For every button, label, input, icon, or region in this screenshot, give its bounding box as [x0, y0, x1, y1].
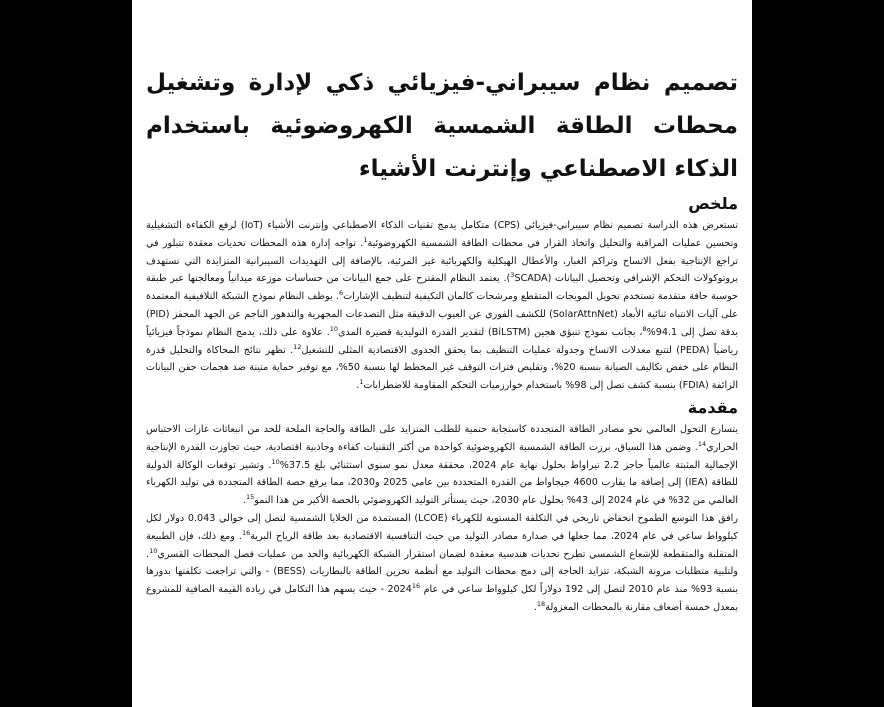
citation-ref: 1	[359, 377, 364, 386]
introduction-paragraph-1	[146, 421, 738, 510]
citation-ref: 16	[241, 528, 251, 537]
intro-text: - حيث يسهم هذا التكامل في زيادة القيمة الصافية للمشروع بمعدل خمسة أضعاف مقارنة بالمحطات المعزولة	[146, 584, 738, 613]
abstract-text: . تواجه إدارة هذه المحطات تحديات معقدة تتبلور في تراجع الإنتاجية بفعل الاتساخ وتراكم الغبار، والأعطال الهيكلية والكهربائية غير المرئية، بالإضافة إلى التهديدات السيبرانية المتزايدة التي تستهدف بروتوكولات التحكم الإشرافي وتحصيل البيانات (	[146, 237, 738, 285]
citation-ref: 18	[536, 599, 546, 608]
abstract-text: . يوظف النظام نموذج الشبكة التلافيفية المعتمدة على آليات الانتباه ثنائية الأبعاد (SolarAttnNet) للكشف الفوري عن العيوب الدقيقة مثل التصدعات المجهرية والتدهور الناجم عن الجهد المحفز (PID) بدقة تصل إلى 94.1%	[146, 291, 738, 338]
citation-ref: 15	[245, 492, 255, 501]
citation-ref: 3	[510, 271, 515, 280]
abstract-text: . علاوة على ذلك، يدمج النظام نموذجاً فيزيائياً رياضياً (PEDA) لتتبع معدلات الاتساخ وجدولة عمليات التنظيف بما يحقق الجدوى الاقتصادية المثلى للتشغيل	[146, 326, 738, 356]
citation-ref: 8	[642, 324, 647, 333]
citation-ref: 10	[271, 457, 280, 466]
introduction-paragraph-2	[146, 510, 738, 617]
intro-text: . وضمن هذا السياق، برزت الطاقة الشمسية الكهروضوئية كواحدة من أكثر التقنيات كفاءة وجاذبية اقتصادية، حيث تجاوزت القدرة الإنتاجية الإجمالية المثبتة عالمياً حاجز 2.2 تيراواط بحلول نهاية عام 2024، محققة معدل نمو سنوي استثنائي بلغ 37.5%	[146, 441, 738, 471]
intro-text: يتسارع التحول العالمي نحو مصادر الطاقة المتجددة كاستجابة حتمية للطلب المتزايد على الطاقة والحاجة الملحة للحد من انبعاثات غازات الاحتباس الحراري	[146, 423, 738, 453]
intro-text: .	[533, 601, 537, 613]
abstract-text: .	[356, 380, 360, 392]
abstract-text: تستعرض هذه الدراسة تصميم نظام سيبراني-فيزيائي (CPS) متكامل يدمج تقنيات الذكاء الاصطناعي وإنترنت الأشياء (IoT) لرفع الكفاءة التشغيلية وتحسين عمليات المراقبة والتحليل واتخاذ القرار في محطات الطاقة الشمسية الكهروضوئية	[146, 220, 739, 249]
intro-text: . ولتلبية متطلبات مرونة الشبكة، تتزايد الحاجة إلى دمج محطات التوليد مع أنظمة تخزين الطاقة بالبطاريات (BESS) - والتي تراجعت تكلفتها بدورها بنسبة 93% منذ عام 2010 لتصل إلى 192 دولاراً لكل كيلوواط ساعي في عام 2024	[146, 548, 738, 596]
abstract-text: ، بجانب نموذج تنبؤي هجين (BiLSTM) لتقدير القدرة التوليدية قصيرة المدى	[338, 326, 643, 338]
intro-text: . وتشير توقعات الوكالة الدولية للطاقة (IEA) إلى إضافة ما يقارب 4600 جيجاواط من القدرة المتجددة بين عامي 2025 و2030، مما يرفع حصة الطاقة المتجددة في توليد الكهرباء العالمي من 32% في عام 2024 إلى 43% بحلول عام 2030، حيث يستأثر التوليد الكهروضوئي بالحصة الأكبر من هذا النمو	[146, 459, 738, 507]
document-body	[146, 62, 738, 617]
document-page	[132, 0, 752, 707]
citation-ref: 1	[363, 235, 368, 244]
citation-ref: 14	[697, 439, 707, 448]
citation-ref: 12	[293, 342, 302, 351]
citation-ref: 10	[329, 324, 339, 333]
abstract-heading: ملخص	[688, 194, 738, 213]
introduction-heading: مقدمة	[687, 397, 738, 417]
abstract-text: SCADA). يعتمد النظام المقترح على جمع البيانات من حساسات موزعة ميدانياً ومعالجتها عبر طبقة حوسبة حافة متقدمة تستخدم تحويل المويجات المتقطع ومرشحات كالمان التكيفية لتنظيف الإشارات	[146, 273, 738, 303]
abstract-paragraph	[146, 217, 738, 395]
intro-text: . ومع ذلك، فإن الطبيعة المتقلبة والمتقطعة للإشعاع الشمسي تطرح تحديات هندسية معقدة لضمان استقرار الشبكة الكهربائية والحد من عمليات فصل المحطات القسري	[146, 530, 738, 560]
paper-title: تصميم نظام سيبراني-فيزيائي ذكي لإدارة وتشغيل محطات الطاقة الشمسية الكهروضوئية باستخدام الذكاء الاصطناعي وإنترنت الأشياء	[146, 70, 738, 182]
intro-text: .	[242, 495, 246, 507]
abstract-text: . تظهر نتائج المحاكاة والتحليل قدرة النظام على خفض تكاليف الصيانة بنسبة 20%، وتقليص فترات التوقف غير المخطط لها بنسبة 50%، مع توفير حماية متينة ضد هجمات حقن البيانات الزائفة (FDIA) بنسبة كشف تصل إلى 98% باستخدام خوارزميات التحكم المقاومة للاضطرابات	[146, 344, 738, 392]
intro-text: رافق هذا التوسع الطموح انخفاض تاريخي في التكلفة المستوية للكهرباء (LCOE) المستمدة من الخلايا الشمسية لتصل إلى حوالي 0.043 دولار لكل كيلوواط ساعي في عام 2024، مما جعلها في صدارة مصادر التوليد من حيث التنافسية الاقتصادية بعد طاقة الرياح البرية	[146, 512, 739, 542]
citation-ref: 6	[338, 289, 344, 297]
citation-ref: 10	[149, 546, 158, 555]
citation-ref: 16	[411, 581, 421, 590]
